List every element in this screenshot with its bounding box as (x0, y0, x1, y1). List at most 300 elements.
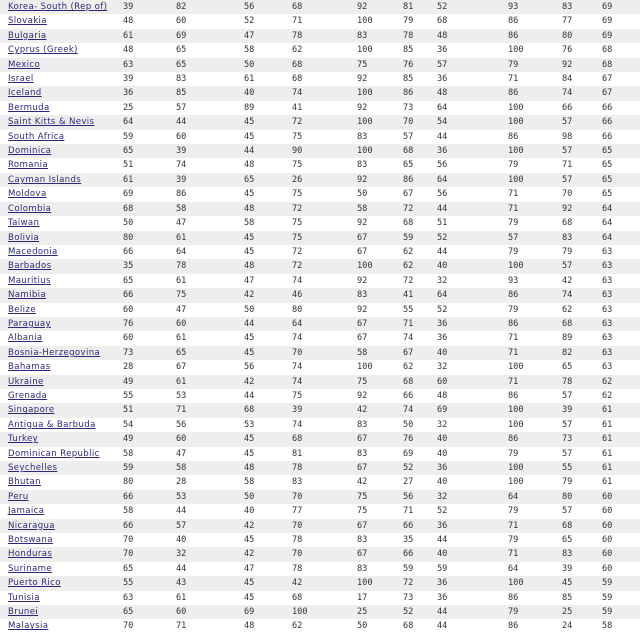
score-cell-2: 60 (176, 317, 244, 331)
score-cell-4: 39 (292, 403, 357, 417)
score-cell-7: 44 (437, 605, 508, 619)
score-cell-7: 52 (437, 504, 508, 518)
score-cell-6: 62 (403, 360, 437, 374)
score-cell-7: 32 (437, 274, 508, 288)
country-link[interactable]: Albania (8, 333, 43, 344)
score-cell-5: 92 (357, 216, 403, 230)
table-row (0, 490, 640, 504)
score-cell-5: 100 (357, 14, 403, 28)
score-cell-3: 58 (244, 43, 292, 57)
country-cell (0, 360, 123, 374)
table-row (0, 533, 640, 547)
score-cell-9: 82 (562, 346, 602, 360)
score-cell-10: 59 (602, 576, 640, 590)
score-cell-8: 100 (508, 173, 562, 187)
country-link[interactable]: Romania (8, 160, 49, 171)
country-cell (0, 447, 123, 461)
score-cell-6: 76 (403, 58, 437, 72)
score-cell-7: 40 (437, 432, 508, 446)
score-cell-8: 100 (508, 115, 562, 129)
table-row (0, 144, 640, 158)
score-cell-3: 89 (244, 101, 292, 115)
country-link[interactable]: Seychelles (8, 463, 58, 473)
country-link[interactable]: Cayman Islands (8, 174, 82, 185)
score-cell-5: 100 (357, 115, 403, 129)
country-link[interactable]: Moldova (8, 189, 47, 200)
score-cell-4: 62 (292, 619, 357, 633)
country-link[interactable]: Bahamas (8, 362, 51, 373)
score-cell-9: 62 (562, 303, 602, 317)
score-cell-4: 90 (292, 144, 357, 158)
country-link[interactable]: Tunisia (8, 592, 40, 603)
score-cell-7: 32 (437, 418, 508, 432)
score-cell-10: 60 (602, 533, 640, 547)
score-cell-6: 72 (403, 202, 437, 216)
country-cell (0, 591, 123, 605)
score-cell-6: 52 (403, 605, 437, 619)
score-cell-1: 65 (123, 605, 176, 619)
score-cell-6: 73 (403, 101, 437, 115)
country-link[interactable]: Botswana (8, 535, 53, 546)
score-cell-10: 61 (602, 447, 640, 461)
score-cell-4: 46 (292, 288, 357, 302)
score-cell-5: 100 (357, 360, 403, 374)
score-cell-7: 57 (437, 58, 508, 72)
score-cell-5: 42 (357, 475, 403, 489)
score-cell-1: 65 (123, 562, 176, 576)
score-cell-1: 64 (123, 115, 176, 129)
score-cell-10: 69 (602, 29, 640, 43)
score-cell-7: 36 (437, 43, 508, 57)
score-cell-3: 45 (244, 533, 292, 547)
score-cell-6: 41 (403, 288, 437, 302)
score-cell-7: 44 (437, 245, 508, 259)
table-row (0, 130, 640, 144)
score-cell-9: 80 (562, 29, 602, 43)
score-cell-5: 67 (357, 245, 403, 259)
country-cell (0, 72, 123, 86)
score-cell-9: 66 (562, 101, 602, 115)
table-row (0, 562, 640, 576)
score-cell-2: 57 (176, 101, 244, 115)
score-cell-1: 39 (123, 72, 176, 86)
table-row (0, 605, 640, 619)
country-cell (0, 490, 123, 504)
score-cell-1: 80 (123, 231, 176, 245)
score-cell-9: 77 (562, 14, 602, 28)
score-cell-5: 58 (357, 346, 403, 360)
table-row (0, 231, 640, 245)
score-cell-8: 71 (508, 331, 562, 345)
table-row (0, 403, 640, 417)
score-cell-4: 74 (292, 331, 357, 345)
score-cell-2: 74 (176, 158, 244, 172)
score-cell-6: 57 (403, 130, 437, 144)
score-cell-9: 57 (562, 173, 602, 187)
score-cell-1: 66 (123, 519, 176, 533)
score-cell-1: 61 (123, 29, 176, 43)
score-cell-9: 57 (562, 115, 602, 129)
country-link[interactable]: Malaysia (8, 621, 49, 632)
score-cell-8: 79 (508, 605, 562, 619)
country-cell (0, 259, 123, 273)
score-cell-4: 75 (292, 389, 357, 403)
table-row (0, 202, 640, 216)
score-cell-2: 28 (176, 475, 244, 489)
score-cell-2: 61 (176, 274, 244, 288)
score-cell-1: 55 (123, 389, 176, 403)
score-cell-1: 51 (123, 158, 176, 172)
score-cell-8: 86 (508, 432, 562, 446)
score-cell-4: 100 (292, 605, 357, 619)
score-cell-5: 92 (357, 0, 403, 14)
score-cell-8: 71 (508, 519, 562, 533)
score-cell-1: 55 (123, 576, 176, 590)
score-cell-1: 66 (123, 245, 176, 259)
score-cell-4: 81 (292, 447, 357, 461)
score-cell-5: 100 (357, 86, 403, 100)
country-cell (0, 216, 123, 230)
country-link[interactable]: Iceland (8, 88, 42, 99)
score-cell-5: 100 (357, 144, 403, 158)
country-cell (0, 375, 123, 389)
score-cell-8: 79 (508, 447, 562, 461)
score-cell-6: 50 (403, 418, 437, 432)
score-cell-1: 73 (123, 346, 176, 360)
score-cell-9: 68 (562, 317, 602, 331)
table-row (0, 158, 640, 172)
country-cell (0, 576, 123, 590)
score-cell-1: 70 (123, 619, 176, 633)
score-cell-3: 56 (244, 360, 292, 374)
score-cell-9: 73 (562, 432, 602, 446)
score-cell-6: 71 (403, 317, 437, 331)
score-cell-9: 89 (562, 331, 602, 345)
score-cell-2: 43 (176, 576, 244, 590)
score-cell-1: 49 (123, 432, 176, 446)
score-cell-6: 76 (403, 432, 437, 446)
score-cell-7: 36 (437, 144, 508, 158)
score-cell-8: 93 (508, 274, 562, 288)
country-link[interactable]: Bosnia-Herzegovina (8, 347, 101, 358)
score-cell-8: 79 (508, 504, 562, 518)
score-cell-4: 75 (292, 158, 357, 172)
country-link[interactable]: Paraguay (8, 318, 51, 329)
score-cell-7: 52 (437, 0, 508, 14)
country-link[interactable]: Bulgaria (8, 30, 47, 41)
score-cell-2: 67 (176, 360, 244, 374)
score-cell-3: 44 (244, 144, 292, 158)
score-cell-3: 69 (244, 605, 292, 619)
country-cell (0, 0, 123, 14)
table-row (0, 86, 640, 100)
score-cell-6: 67 (403, 346, 437, 360)
country-link[interactable]: South Africa (8, 131, 65, 142)
score-cell-1: 28 (123, 360, 176, 374)
score-cell-2: 71 (176, 619, 244, 633)
score-cell-2: 56 (176, 418, 244, 432)
score-cell-4: 78 (292, 29, 357, 43)
country-link[interactable]: Singapore (8, 405, 55, 416)
score-cell-7: 68 (437, 14, 508, 28)
country-link[interactable]: Honduras (8, 549, 53, 560)
country-link[interactable]: Bermuda (8, 102, 50, 113)
score-cell-3: 61 (244, 72, 292, 86)
score-cell-5: 100 (357, 259, 403, 273)
score-cell-3: 50 (244, 303, 292, 317)
score-cell-2: 47 (176, 447, 244, 461)
country-link[interactable]: Saint Kitts & Nevis (8, 117, 95, 128)
score-cell-1: 35 (123, 259, 176, 273)
score-cell-7: 69 (437, 403, 508, 417)
score-cell-6: 79 (403, 14, 437, 28)
score-cell-4: 74 (292, 375, 357, 389)
table-row (0, 173, 640, 187)
score-cell-5: 67 (357, 331, 403, 345)
score-cell-10: 60 (602, 490, 640, 504)
country-link[interactable]: Slovakia (8, 16, 47, 27)
country-link[interactable]: Suriname (8, 563, 52, 574)
score-cell-6: 86 (403, 86, 437, 100)
score-cell-4: 77 (292, 504, 357, 518)
score-cell-6: 68 (403, 216, 437, 230)
score-cell-7: 64 (437, 173, 508, 187)
score-cell-4: 68 (292, 0, 357, 14)
score-cell-9: 76 (562, 43, 602, 57)
country-link[interactable]: Taiwan (8, 218, 40, 229)
country-link[interactable]: Barbados (8, 261, 52, 272)
table-row (0, 418, 640, 432)
table-row (0, 519, 640, 533)
score-cell-6: 66 (403, 389, 437, 403)
country-link[interactable]: Bolivia (8, 232, 40, 243)
score-cell-2: 61 (176, 231, 244, 245)
score-cell-1: 50 (123, 216, 176, 230)
score-cell-8: 79 (508, 216, 562, 230)
country-link[interactable]: Mauritius (8, 275, 51, 286)
country-cell (0, 86, 123, 100)
table-row (0, 259, 640, 273)
score-cell-8: 86 (508, 130, 562, 144)
score-cell-10: 67 (602, 72, 640, 86)
country-cell (0, 504, 123, 518)
score-cell-7: 40 (437, 547, 508, 561)
score-cell-7: 40 (437, 447, 508, 461)
score-cell-3: 58 (244, 216, 292, 230)
table-row (0, 274, 640, 288)
table-row (0, 475, 640, 489)
country-cell (0, 619, 123, 633)
score-cell-10: 60 (602, 562, 640, 576)
country-link[interactable]: Bhutan (8, 477, 41, 488)
score-cell-9: 65 (562, 533, 602, 547)
score-cell-9: 42 (562, 274, 602, 288)
score-cell-3: 47 (244, 562, 292, 576)
score-cell-5: 75 (357, 504, 403, 518)
score-cell-2: 58 (176, 202, 244, 216)
score-cell-5: 83 (357, 562, 403, 576)
score-cell-5: 50 (357, 187, 403, 201)
score-cell-9: 25 (562, 605, 602, 619)
score-cell-6: 81 (403, 0, 437, 14)
country-link[interactable]: Puerto Rico (8, 578, 61, 589)
score-cell-9: 92 (562, 58, 602, 72)
score-cell-7: 52 (437, 231, 508, 245)
score-cell-7: 36 (437, 72, 508, 86)
score-cell-8: 86 (508, 14, 562, 28)
score-cell-10: 63 (602, 303, 640, 317)
score-cell-5: 67 (357, 432, 403, 446)
score-cell-7: 36 (437, 317, 508, 331)
score-cell-6: 52 (403, 461, 437, 475)
score-cell-4: 68 (292, 432, 357, 446)
country-link[interactable]: Peru (8, 491, 29, 502)
score-cell-10: 60 (602, 504, 640, 518)
score-cell-10: 59 (602, 605, 640, 619)
country-link[interactable]: Dominica (8, 146, 52, 157)
score-cell-5: 92 (357, 101, 403, 115)
country-cell (0, 331, 123, 345)
score-cell-5: 67 (357, 231, 403, 245)
country-link[interactable]: Israel (8, 74, 34, 85)
score-cell-6: 72 (403, 274, 437, 288)
score-cell-4: 71 (292, 14, 357, 28)
country-link[interactable]: Turkey (8, 434, 39, 445)
score-cell-4: 41 (292, 101, 357, 115)
score-cell-2: 65 (176, 58, 244, 72)
country-link[interactable]: Jamaica (8, 506, 45, 517)
score-cell-9: 84 (562, 72, 602, 86)
score-cell-2: 44 (176, 504, 244, 518)
score-cell-3: 45 (244, 187, 292, 201)
country-link[interactable]: Mexico (8, 59, 41, 70)
score-cell-7: 54 (437, 115, 508, 129)
score-cell-1: 76 (123, 317, 176, 331)
country-link[interactable]: Korea- South (Rep of) (8, 2, 108, 12)
score-cell-10: 61 (602, 475, 640, 489)
country-link[interactable]: Colombia (8, 203, 52, 214)
score-cell-10: 64 (602, 202, 640, 216)
score-cell-10: 63 (602, 346, 640, 360)
score-cell-8: 100 (508, 403, 562, 417)
score-cell-1: 59 (123, 461, 176, 475)
score-cell-1: 69 (123, 187, 176, 201)
score-cell-10: 61 (602, 461, 640, 475)
country-link[interactable]: Cyprus (Greek) (8, 45, 78, 56)
country-link[interactable]: Grenada (8, 390, 48, 401)
score-cell-8: 86 (508, 591, 562, 605)
score-cell-5: 100 (357, 43, 403, 57)
score-cell-6: 74 (403, 331, 437, 345)
score-cell-3: 56 (244, 0, 292, 14)
score-cell-5: 67 (357, 519, 403, 533)
country-link[interactable]: Ukraine (8, 376, 44, 387)
score-cell-8: 100 (508, 576, 562, 590)
table-row (0, 331, 640, 345)
score-cell-4: 70 (292, 519, 357, 533)
score-cell-7: 48 (437, 389, 508, 403)
score-cell-5: 83 (357, 288, 403, 302)
score-cell-1: 68 (123, 202, 176, 216)
score-cell-4: 26 (292, 173, 357, 187)
table-row (0, 115, 640, 129)
country-cell (0, 274, 123, 288)
country-cell (0, 14, 123, 28)
score-cell-9: 74 (562, 86, 602, 100)
score-cell-2: 64 (176, 245, 244, 259)
score-cell-5: 83 (357, 29, 403, 43)
score-cell-7: 44 (437, 202, 508, 216)
score-cell-1: 39 (123, 0, 176, 14)
country-cell (0, 115, 123, 129)
score-cell-8: 100 (508, 259, 562, 273)
score-cell-6: 72 (403, 576, 437, 590)
country-link[interactable]: Antigua & Barbuda (8, 419, 96, 430)
score-cell-5: 75 (357, 490, 403, 504)
country-cell (0, 389, 123, 403)
score-cell-6: 59 (403, 231, 437, 245)
country-link[interactable]: Namibia (8, 290, 47, 301)
table-row (0, 43, 640, 57)
score-cell-7: 40 (437, 259, 508, 273)
score-cell-3: 52 (244, 14, 292, 28)
score-cell-9: 83 (562, 231, 602, 245)
score-cell-9: 71 (562, 158, 602, 172)
score-cell-2: 60 (176, 605, 244, 619)
country-link[interactable]: Dominican Republic (8, 448, 100, 459)
score-cell-9: 68 (562, 519, 602, 533)
score-cell-1: 58 (123, 504, 176, 518)
score-cell-3: 47 (244, 274, 292, 288)
country-cell (0, 101, 123, 115)
country-cell (0, 317, 123, 331)
country-link[interactable]: Nicaragua (8, 520, 55, 531)
score-cell-4: 74 (292, 360, 357, 374)
score-cell-2: 53 (176, 389, 244, 403)
score-cell-5: 50 (357, 619, 403, 633)
score-cell-9: 39 (562, 403, 602, 417)
score-cell-5: 100 (357, 576, 403, 590)
country-cell (0, 461, 123, 475)
score-cell-1: 70 (123, 547, 176, 561)
score-cell-4: 83 (292, 475, 357, 489)
country-link[interactable]: Macedonia (8, 246, 58, 257)
score-cell-2: 83 (176, 72, 244, 86)
score-cell-9: 57 (562, 144, 602, 158)
score-cell-9: 83 (562, 0, 602, 14)
score-cell-3: 44 (244, 317, 292, 331)
score-cell-9: 79 (562, 245, 602, 259)
score-cell-8: 79 (508, 158, 562, 172)
score-cell-4: 42 (292, 576, 357, 590)
score-cell-3: 48 (244, 158, 292, 172)
score-cell-2: 65 (176, 346, 244, 360)
score-cell-3: 58 (244, 475, 292, 489)
score-cell-5: 42 (357, 403, 403, 417)
score-cell-6: 68 (403, 375, 437, 389)
score-cell-6: 70 (403, 115, 437, 129)
score-cell-2: 61 (176, 375, 244, 389)
score-cell-7: 32 (437, 490, 508, 504)
score-cell-8: 79 (508, 533, 562, 547)
score-cell-10: 69 (602, 0, 640, 14)
score-cell-9: 24 (562, 619, 602, 633)
score-cell-4: 74 (292, 86, 357, 100)
score-cell-9: 83 (562, 547, 602, 561)
score-cell-8: 100 (508, 461, 562, 475)
country-link[interactable]: Belize (8, 304, 36, 315)
country-link[interactable]: Brunei (8, 607, 39, 618)
